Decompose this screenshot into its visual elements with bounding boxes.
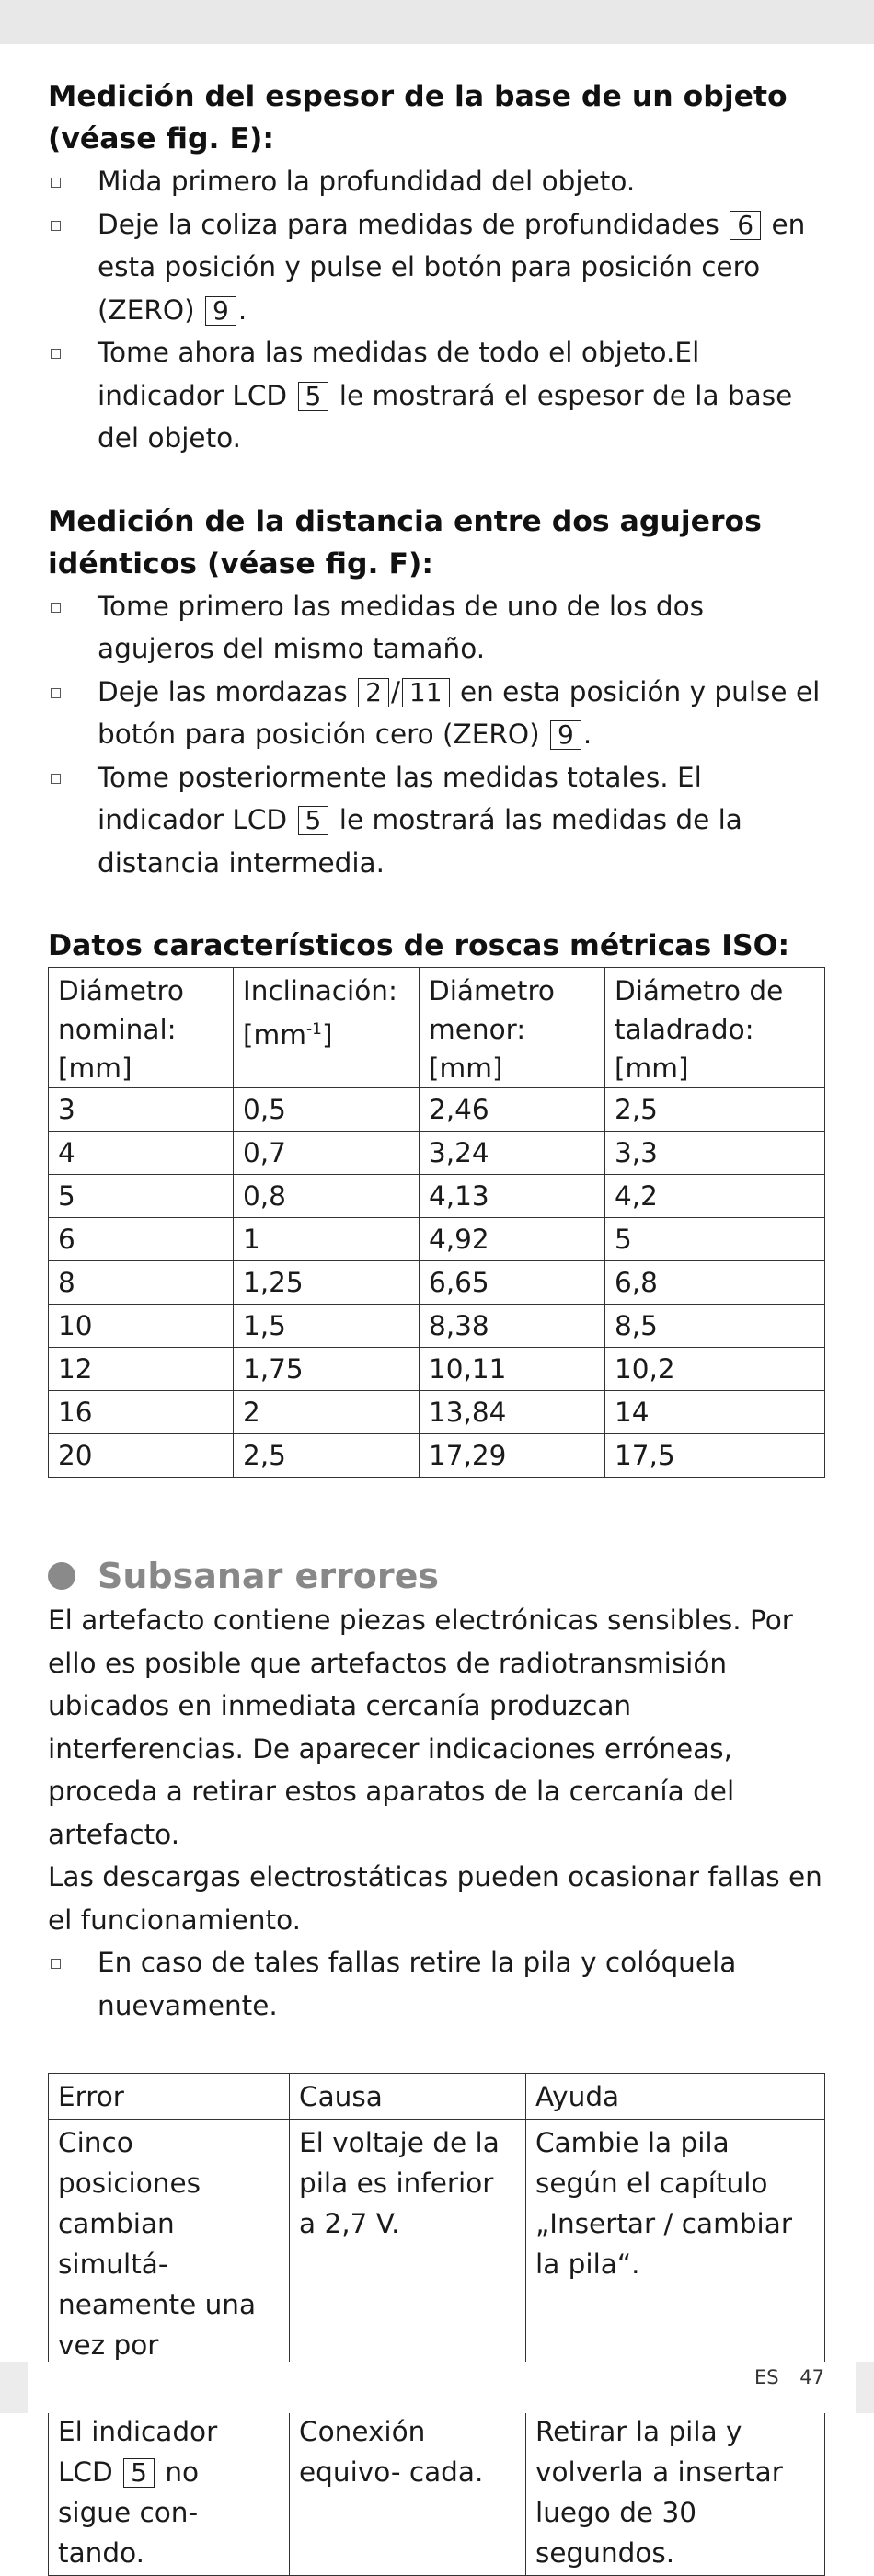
table-cell: 5 xyxy=(605,1218,825,1261)
table-cell: 3,3 xyxy=(605,1132,825,1175)
table-cell: 12 xyxy=(49,1348,234,1391)
list-item xyxy=(48,331,825,460)
table-cell: 20 xyxy=(49,1434,234,1478)
section-e-list xyxy=(48,160,825,460)
header-superscript: -1 xyxy=(305,1020,322,1039)
table-cell: 1 xyxy=(234,1218,420,1261)
table-row xyxy=(49,2409,825,2576)
list-item-text: en esta posición y pulse el botón para posición cero (ZERO) xyxy=(98,208,806,326)
header-line: Diámetro xyxy=(58,975,184,1006)
table-cell: 4,92 xyxy=(420,1218,605,1261)
table-cell: 0,8 xyxy=(234,1175,420,1218)
section-f-title: Medición de la distancia entre dos agujeros idénticos (véase fig. F): xyxy=(48,504,762,581)
list-item-text: Tome ahora las medidas de todo el objeto.El indicador LCD xyxy=(98,337,700,411)
part-number-box: 5 xyxy=(123,2458,155,2488)
part-number-box: 5 xyxy=(298,382,329,411)
cell-text: no sigue con- tando. xyxy=(58,2456,200,2569)
table-header-row xyxy=(49,2074,825,2120)
header-line: ] xyxy=(321,1018,333,1051)
header-line: [mm] xyxy=(429,1052,503,1084)
list-item-text: le mostrará las medidas de la distancia intermedia. xyxy=(98,804,742,879)
list-item-text: . xyxy=(582,719,592,750)
header-line: [mm] xyxy=(58,1052,132,1084)
table-row xyxy=(49,1348,825,1391)
table-cell: 16 xyxy=(49,1391,234,1434)
header-line: [mm xyxy=(243,1018,306,1051)
section-f-list xyxy=(48,585,825,885)
part-number-box: 2 xyxy=(358,678,389,707)
table-row xyxy=(49,1132,825,1175)
table-cell: 17,5 xyxy=(605,1434,825,1478)
part-number-box: 9 xyxy=(205,296,236,326)
table-cell: 6 xyxy=(49,1218,234,1261)
table-header-cell: Causa xyxy=(290,2074,526,2120)
list-item-text: Deje las mordazas xyxy=(98,675,348,707)
table-cell: 17,29 xyxy=(420,1434,605,1478)
table-row xyxy=(49,1218,825,1261)
page-content xyxy=(48,75,825,2576)
troubleshoot-paragraph-2: Las descargas electrostáticas pueden ocasionar fallas en el funcionamiento. xyxy=(48,1861,822,1936)
table-cell: 2,5 xyxy=(605,1088,825,1132)
iso-table-title: Datos característicos de roscas métricas ISO: xyxy=(48,929,790,962)
table-cell: 2,5 xyxy=(234,1434,420,1478)
table-cell: 10,2 xyxy=(605,1348,825,1391)
list-item xyxy=(48,585,825,671)
header-line: menor: xyxy=(429,1014,526,1045)
troubleshoot-heading xyxy=(48,1553,825,1599)
section-iso-threads xyxy=(48,925,825,1478)
table-row xyxy=(49,1434,825,1478)
list-item xyxy=(48,160,825,203)
error-table xyxy=(48,2073,825,2576)
table-cell: 0,5 xyxy=(234,1088,420,1132)
table-cell: 8,38 xyxy=(420,1305,605,1348)
troubleshoot-paragraph-1: El artefacto contiene piezas electrónicas sensibles. Por ello es posible que artefactos de radiotransmisión ubicados en inmediata cercanía produzcan interferencias. De aparecer indicaciones erróneas, proceda a retirar estos aparatos de la cercanía del artefacto. xyxy=(48,1604,793,1850)
troubleshoot-list xyxy=(48,1941,825,2027)
table-header-cell xyxy=(605,968,825,1088)
header-line: taladrado: xyxy=(615,1014,754,1045)
section-base-thickness xyxy=(48,75,825,460)
table-row xyxy=(49,1088,825,1132)
table-row xyxy=(49,1175,825,1218)
list-item-text: Mida primero la profundidad del objeto. xyxy=(98,166,636,197)
table-cell: 3,24 xyxy=(420,1132,605,1175)
header-line: Inclinación: xyxy=(243,975,397,1006)
table-row xyxy=(49,1261,825,1305)
part-number-box: 5 xyxy=(298,806,329,835)
bullet-dot-icon xyxy=(48,1562,75,1590)
table-header-cell xyxy=(234,968,420,1088)
table-header-cell: Error xyxy=(49,2074,290,2120)
section-hole-distance xyxy=(48,500,825,885)
table-cell: 4 xyxy=(49,1132,234,1175)
table-cell: 6,65 xyxy=(420,1261,605,1305)
table-cell: 4,13 xyxy=(420,1175,605,1218)
table-cell: 0,7 xyxy=(234,1132,420,1175)
table-header-cell: Ayuda xyxy=(526,2074,825,2120)
table-cell: 8 xyxy=(49,1261,234,1305)
page-footer xyxy=(740,2366,824,2388)
list-item-text: Deje la coliza para medidas de profundidades xyxy=(98,208,719,240)
table-header-cell xyxy=(420,968,605,1088)
table-cell: 10 xyxy=(49,1305,234,1348)
list-item-text: Tome posteriormente las medidas totales. El indicador LCD xyxy=(98,761,702,835)
table-cell: 6,8 xyxy=(605,1261,825,1305)
part-number-box: 6 xyxy=(730,211,761,240)
table-row xyxy=(49,1305,825,1348)
table-row xyxy=(49,1391,825,1434)
table-cell: 1,5 xyxy=(234,1305,420,1348)
table-header-cell xyxy=(49,968,234,1088)
list-item-text: . xyxy=(237,293,247,326)
iso-thread-table xyxy=(48,967,825,1478)
header-line: nominal: xyxy=(58,1014,177,1045)
top-margin-bar xyxy=(0,0,874,44)
table-cell: 5 xyxy=(49,1175,234,1218)
table-cell: 4,2 xyxy=(605,1175,825,1218)
table-cell: 1,25 xyxy=(234,1261,420,1305)
table-header-row xyxy=(49,968,825,1088)
cell-text: El indicador LCD xyxy=(58,2416,218,2488)
footer-page-number: 47 xyxy=(799,2366,824,2388)
list-item-text: en esta posición y pulse el botón para posición cero (ZERO) xyxy=(98,675,821,750)
list-item xyxy=(48,1941,825,2027)
table-cell: 10,11 xyxy=(420,1348,605,1391)
table-cell xyxy=(49,2409,290,2576)
header-line: [mm] xyxy=(615,1052,689,1084)
footer-area xyxy=(28,2362,856,2413)
footer-language: ES xyxy=(753,2366,779,2388)
table-cell: Cinco posiciones cambian simultá- neamente una vez por xyxy=(49,2120,290,2409)
part-number-box: 9 xyxy=(550,720,581,750)
error-table-wrapper xyxy=(48,2073,825,2576)
table-cell: El voltaje de la pila es inferior a 2,7 V. xyxy=(290,2120,526,2409)
list-item xyxy=(48,756,825,885)
table-cell: 3 xyxy=(49,1088,234,1132)
separator-slash: / xyxy=(390,675,400,707)
header-line: Diámetro xyxy=(429,975,555,1006)
table-cell: Conexión equivo- cada. xyxy=(290,2409,526,2576)
table-cell: 1,75 xyxy=(234,1348,420,1391)
troubleshoot-title: Subsanar errores xyxy=(98,1556,440,1596)
table-cell: Retirar la pila y volverla a insertar luego de 30 segundos. xyxy=(526,2409,825,2576)
table-cell: 2 xyxy=(234,1391,420,1434)
list-item-text: Tome primero las medidas de uno de los dos agujeros del mismo tamaño. xyxy=(98,590,704,664)
list-item-text: En caso de tales fallas retire la pila y colóquela nuevamente. xyxy=(98,1947,737,2021)
part-number-box: 11 xyxy=(402,678,450,707)
table-cell: 2,46 xyxy=(420,1088,605,1132)
table-cell: 13,84 xyxy=(420,1391,605,1434)
section-e-title: Medición del espesor de la base de un objeto (véase fig. E): xyxy=(48,80,788,155)
list-item xyxy=(48,203,825,332)
header-line: Diámetro de xyxy=(615,975,784,1006)
table-cell: 14 xyxy=(605,1391,825,1434)
table-cell: 8,5 xyxy=(605,1305,825,1348)
table-cell: Cambie la pila según el capítulo „Insertar / cambiar la pila“. xyxy=(526,2120,825,2409)
list-item-text: le mostrará el espesor de la base del objeto. xyxy=(98,379,793,454)
list-item xyxy=(48,671,825,756)
